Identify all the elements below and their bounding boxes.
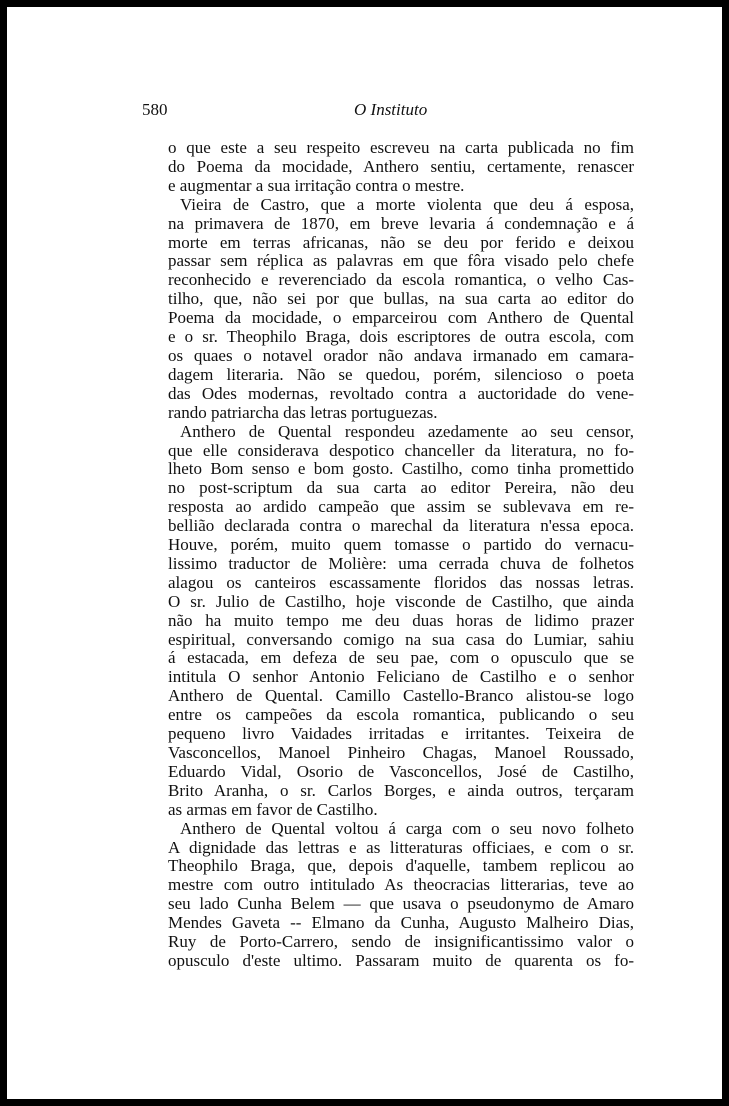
text-line: Anthero de Quental. Camillo Castello-Branco alistou-se logo xyxy=(168,686,634,706)
text-line: Theophilo Braga, que, depois d'aquelle, tambem replicou ao xyxy=(168,856,634,876)
text-line: Vasconcellos, Manoel Pinheiro Chagas, Manoel Roussado, xyxy=(168,743,634,762)
text-line: resposta ao ardido campeão que assim se sublevava em re- xyxy=(168,497,634,517)
text-line: das Odes modernas, revoltado contra a auctoridade do vene- xyxy=(168,383,634,403)
paragraph-1 xyxy=(168,139,634,196)
text-line: pequeno livro Vaidades irritadas e irritantes. Teixeira de xyxy=(168,724,634,744)
page-number: 580 xyxy=(142,100,168,119)
text-line: opusculo d'este ultimo. Passaram muito de quarenta os fo- xyxy=(168,950,634,970)
text-line: tilho, que, não sei por que bullas, na sua carta ao editor do xyxy=(168,289,634,309)
text-line: alagou os canteiros escassamente floridos das nossas letras. xyxy=(168,572,634,592)
text-line: espiritual, conversando comigo na sua casa do Lumiar, sahiu xyxy=(168,629,634,649)
text-line: A dignidade das lettras e as litteraturas officiaes, e com o sr. xyxy=(168,837,634,857)
text-line: O sr. Julio de Castilho, hoje visconde de Castilho, que ainda xyxy=(168,591,634,611)
paragraph-2 xyxy=(168,196,634,423)
text-line: Houve, porém, muito quem tomasse o partido do vernacu- xyxy=(168,535,634,555)
text-line: Anthero de Quental respondeu azedamente ao seu censor, xyxy=(180,421,634,441)
text-line: reconhecido e reverenciado da escola romantica, o velho Cas- xyxy=(168,270,634,290)
text-line: do Poema da mocidade, Anthero sentiu, certamente, renascer xyxy=(168,156,634,176)
text-line: seu lado Cunha Belem — que usava o pseudonymo de Amaro xyxy=(168,894,634,914)
journal-title: O Instituto xyxy=(354,100,428,119)
text-line: que elle considerava despotico chanceller da literatura, no fo- xyxy=(168,440,634,460)
text-line: as armas em favor de Castilho. xyxy=(168,799,378,819)
text-line: e augmentar a sua irritação contra o mestre. xyxy=(168,175,465,195)
text-line: na primavera de 1870, em breve levaria á condemnação e á xyxy=(168,213,634,233)
text-line: mestre com outro intitulado As theocracias litterarias, teve ao xyxy=(168,875,634,895)
text-line: e o sr. Theophilo Braga, dois escriptores de outra escola, com xyxy=(168,327,634,347)
text-body xyxy=(168,139,634,971)
text-line: Poema da mocidade, o emparceirou com Anthero de Quental xyxy=(168,308,634,328)
text-line: rando patriarcha das letras portuguezas. xyxy=(168,402,438,422)
text-line: dagem literaria. Não se quedou, porém, silencioso o poeta xyxy=(168,364,634,384)
text-line: lissimo traductor de Molière: uma cerrada chuva de folhetos xyxy=(168,553,634,573)
text-line: o que este a seu respeito escreveu na carta publicada no fim xyxy=(168,138,634,157)
text-line: não ha muito tempo me deu duas horas de lidimo prazer xyxy=(168,610,634,630)
text-line: entre os campeões da escola romantica, publicando o seu xyxy=(168,705,634,725)
text-line: morte em terras africanas, não se deu por ferido e deixou xyxy=(168,232,634,252)
text-line: Brito Aranha, o sr. Carlos Borges, e ainda outros, terçaram xyxy=(168,780,634,800)
text-line: lheto Bom senso e bom gosto. Castilho, como tinha promettido xyxy=(168,459,634,479)
text-line: Ruy de Porto-Carrero, sendo de insignificantissimo valor o xyxy=(168,932,634,952)
text-line: passar sem réplica as palavras em que fôra visado pelo chefe xyxy=(168,251,634,271)
text-line: intitula O senhor Antonio Feliciano de Castilho e o senhor xyxy=(168,667,634,687)
text-line: no post-scriptum da sua carta ao editor Pereira, não deu xyxy=(168,478,634,498)
text-line: os quaes o notavel orador não andava irmanado em camara- xyxy=(168,345,634,365)
text-line: bellião declarada contra o marechal da literatura n'essa epoca. xyxy=(168,516,634,536)
paragraph-3 xyxy=(168,423,634,820)
page xyxy=(7,7,722,1099)
running-head xyxy=(7,100,722,122)
text-line: Anthero de Quental voltou á carga com o seu novo folheto xyxy=(180,818,634,838)
paragraph-4 xyxy=(168,820,634,971)
text-line: Eduardo Vidal, Osorio de Vasconcellos, José de Castilho, xyxy=(168,761,634,781)
text-line: Vieira de Castro, que a morte violenta que deu á esposa, xyxy=(180,194,634,214)
text-line: Mendes Gaveta -- Elmano da Cunha, Augusto Malheiro Dias, xyxy=(168,913,634,933)
text-line: á estacada, em defeza de seu pae, com o opusculo que se xyxy=(168,648,634,668)
